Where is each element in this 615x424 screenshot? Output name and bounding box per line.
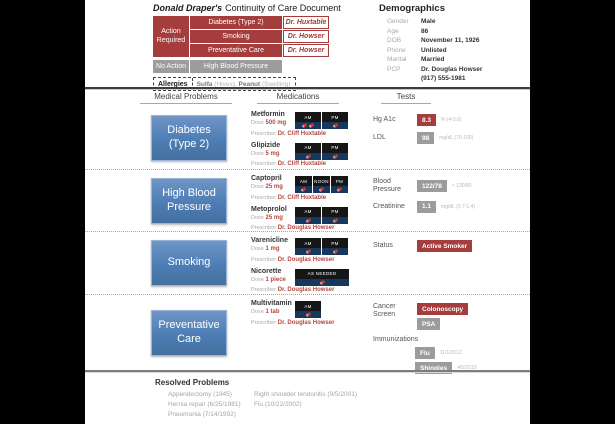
test-reference-range: mg/dL (0.7-1.4) (441, 203, 476, 210)
document-name: Continuity of Care Document (225, 3, 341, 13)
column-header-medical-problems: Medical Problems (140, 92, 232, 104)
medication-name: Metformin (251, 111, 285, 118)
pill-icon (319, 187, 325, 192)
dose-value: 1 piece (265, 276, 286, 283)
test-label: Status (373, 241, 393, 249)
prescriber-label: Prescriber (251, 319, 277, 326)
test-reference-range: % (4-5.6) (441, 117, 462, 123)
column-header-medications: Medications (257, 92, 339, 104)
screening-badge: PSA (417, 318, 440, 330)
field-label: Age (387, 27, 399, 35)
action-problem: Diabetes (Type 2) (190, 16, 282, 29)
medication-schedule (295, 176, 348, 193)
medication-schedule (295, 143, 348, 160)
cancer-screen-group (373, 303, 530, 330)
prescriber-name: Dr. Douglas Howser (277, 319, 335, 326)
resolved-problems-heading: Resolved Problems (155, 378, 230, 387)
test-blood-pressure (373, 178, 530, 195)
test-smoking-status (373, 240, 530, 252)
action-problem: Preventative Care (190, 44, 282, 57)
pill-strip (331, 186, 348, 193)
resolved-item: Appendectomy (1945) (168, 391, 232, 398)
prescriber-label: Prescriber (251, 225, 277, 231)
section-diabetes (85, 106, 530, 170)
dose-value: 25 mg (265, 214, 283, 221)
demographics-panel (379, 3, 529, 82)
column-header-tests: Tests (381, 92, 431, 104)
prescriber-name: Dr. Cliff Huxtable (277, 130, 327, 137)
schedule-period-label: PM (322, 143, 348, 153)
problem-box: Preventative Care (151, 310, 227, 356)
dose-label: Dose (251, 150, 264, 157)
medication-metformin (251, 111, 351, 137)
dose-label: Dose (251, 214, 264, 221)
pill-strip (322, 122, 348, 129)
allergy-reaction: (Swelling) (261, 80, 291, 88)
medication-name: Nicorette (251, 267, 282, 275)
pill-strip (295, 186, 312, 193)
medication-nicorette (251, 268, 351, 294)
medication-schedule (295, 207, 348, 224)
prescriber-label: Prescriber (251, 287, 277, 293)
action-provider: Dr. Howser (283, 30, 329, 43)
field-label: Marital (387, 56, 407, 63)
medication-schedule (295, 112, 348, 129)
column-headers (85, 92, 530, 105)
no-action-problem: High Blood Pressure (190, 60, 282, 73)
test-label: LDL (373, 133, 386, 141)
dose-value: 1 mg (265, 246, 280, 252)
pill-strip (295, 248, 321, 255)
medication-captopril (251, 175, 351, 201)
medication-name: Captopril (251, 175, 282, 182)
pill-icon (332, 123, 338, 128)
patient-name: Donald Draper's (153, 3, 223, 13)
action-problem: Smoking (190, 30, 282, 43)
test-value-badge: 98 (417, 132, 434, 144)
allergy-name: Peanut (238, 80, 261, 88)
pill-strip (295, 153, 321, 160)
dose-label: Dose (251, 276, 264, 283)
field-label: Gender (387, 18, 409, 25)
prescriber-name: Dr. Cliff Huxtable (277, 161, 327, 167)
schedule-period-label: PM (322, 112, 348, 122)
pill-icon (332, 153, 338, 158)
problem-box: High Blood Pressure (151, 178, 227, 224)
medication-multivitamin (251, 300, 351, 326)
medication-name: Varenicline (251, 237, 288, 244)
demographics-fields (379, 18, 529, 82)
schedule-period-label: AM (295, 207, 321, 217)
schedule-period-label: AM (295, 112, 321, 122)
prescriber-label: Prescriber (251, 194, 277, 201)
resolved-item: Hernia repair (6/25/1981) (168, 401, 241, 409)
prescriber-name: Dr. Douglas Howser (277, 287, 335, 293)
field-label: Phone (387, 46, 406, 54)
action-required-header: Action Required (153, 16, 189, 57)
section-preventative-care (85, 295, 530, 371)
medication-schedule (295, 301, 321, 318)
pill-strip (322, 217, 348, 224)
pill-icon (301, 187, 307, 192)
test-creatinine (373, 201, 530, 213)
pill-icon (302, 123, 308, 128)
immunizations-label: Immunizations (373, 336, 419, 343)
page-title (153, 3, 341, 13)
medication-glipizide (251, 142, 351, 168)
dose-value: 500 mg (265, 120, 287, 126)
no-action-header: No Action (153, 60, 189, 73)
pill-strip (322, 248, 348, 255)
dose-value: 5 mg (265, 150, 280, 157)
medication-schedule (295, 238, 348, 255)
prescriber-label: Prescriber (251, 130, 277, 137)
field-label (387, 75, 417, 82)
prescriber-name: Dr. Douglas Howser (277, 225, 335, 231)
resolved-item: Pneumonia (7/14/1992) (168, 411, 236, 419)
schedule-period-label: AS NEEDED (295, 269, 349, 279)
pill-icon (337, 187, 343, 192)
field-value: November 11, 1926 (421, 37, 480, 44)
medication-metoprolol (251, 206, 351, 232)
immunization-date: 4/5/2010 (457, 365, 477, 371)
allergy-reaction: (Hives), (214, 80, 237, 88)
field-label: DOB (387, 37, 402, 44)
section-smoking (85, 232, 530, 295)
sections (85, 106, 530, 371)
test-label: Creatinine (373, 202, 405, 210)
field-value: Unlisted (421, 46, 447, 54)
test-ldl (373, 132, 530, 144)
status-badge: Active Smoker (417, 240, 472, 252)
resolved-list-column-2 (254, 390, 357, 420)
test-value-badge: 1.1 (417, 201, 436, 213)
problem-box: Diabetes (Type 2) (151, 115, 227, 161)
section-high-blood-pressure (85, 170, 530, 232)
dose-label: Dose (251, 246, 264, 252)
field-value: Married (421, 56, 445, 63)
resolved-list-column-1 (168, 390, 254, 420)
schedule-period-label: PM (322, 238, 348, 248)
header-divider (85, 87, 530, 90)
resolved-item: Flu (10/22/2002) (254, 401, 302, 409)
field-label: PCP (387, 65, 401, 73)
allergy-name: Sulfa (196, 80, 213, 88)
test-label: Blood Pressure (373, 178, 402, 194)
schedule-period-label: PM (322, 207, 348, 217)
test-value-badge: 122/78 (417, 180, 447, 192)
test-reference-range: < 130/80 (451, 183, 472, 190)
action-required-table (153, 16, 329, 57)
prescriber-label: Prescriber (251, 161, 277, 167)
prescriber-label: Prescriber (251, 256, 277, 263)
pcp-phone: (917) 555-1981 (421, 75, 466, 82)
schedule-period-label: AM (295, 143, 321, 153)
problem-box: Smoking (151, 240, 227, 286)
schedule-period-label: AM (295, 176, 312, 186)
resolved-item: Right shoulder tendonitis (9/5/2001) (254, 391, 357, 398)
test-hga1c (373, 114, 530, 126)
pill-icon (319, 279, 325, 284)
pill-strip (295, 217, 321, 224)
schedule-period-label: NOON (313, 176, 330, 186)
dose-value: 25 mg (265, 184, 283, 190)
medication-name: Multivitamin (251, 300, 292, 307)
prescriber-name: Dr. Cliff Huxtable (277, 194, 327, 201)
prescriber-name: Dr. Douglas Howser (277, 256, 335, 263)
pill-icon (332, 217, 338, 222)
medication-varenicline (251, 237, 351, 263)
dose-label: Dose (251, 309, 264, 315)
pill-strip (295, 311, 321, 318)
demographics-heading: Demographics (379, 3, 445, 14)
pill-strip (313, 186, 330, 193)
allergies-label: Allergies (154, 78, 193, 90)
resolved-problems-panel (85, 370, 530, 424)
care-document (85, 0, 530, 424)
immunization-badge: Shingles (415, 362, 452, 374)
field-value: 86 (421, 27, 429, 35)
dose-label: Dose (251, 120, 264, 126)
immunization-badge: Flu (415, 347, 435, 359)
dose-value: 1 tab (265, 309, 280, 315)
schedule-period-label: AM (295, 238, 321, 248)
medication-name: Glipizide (251, 141, 281, 149)
medication-name: Metoprolol (251, 205, 287, 213)
pill-icon (305, 153, 311, 158)
pill-strip (295, 122, 321, 129)
pill-strip (295, 279, 349, 286)
pill-icon (305, 312, 311, 317)
test-label: Cancer Screen (373, 303, 396, 319)
immunization-date: 11/1/2012 (439, 350, 462, 356)
medication-schedule (295, 269, 349, 286)
action-provider: Dr. Howser (283, 44, 329, 57)
pill-icon (332, 249, 338, 254)
action-provider: Dr. Huxtable (283, 16, 329, 29)
pill-icon (305, 217, 311, 222)
schedule-period-label: PM (331, 176, 348, 186)
no-action-row (153, 60, 282, 73)
pill-icon (309, 123, 315, 128)
test-value-badge: 8.3 (417, 114, 436, 126)
field-value: Male (421, 18, 436, 25)
test-reference-range: mg/dL (70-100) (439, 135, 474, 141)
test-label: Hg A1c (373, 115, 396, 123)
schedule-period-label: AM (295, 301, 321, 311)
field-value: Dr. Douglas Howser (421, 65, 483, 73)
pill-strip (322, 153, 348, 160)
pill-icon (305, 249, 311, 254)
dose-label: Dose (251, 184, 264, 190)
screening-badge: Colonoscopy (417, 303, 468, 315)
